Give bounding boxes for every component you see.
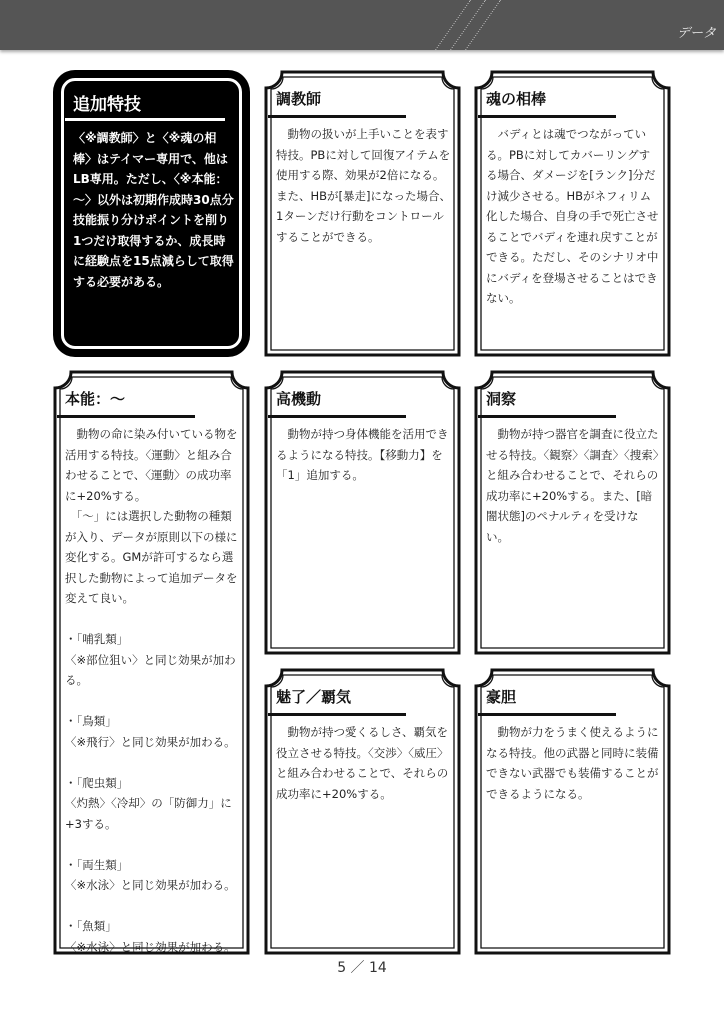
decorative-stripe (465, 0, 501, 50)
card-title: 本能：～ (65, 390, 126, 408)
page-number: 5 ／ 14 (337, 960, 387, 976)
card-trainer (264, 70, 461, 357)
card-soul-partner (474, 70, 671, 357)
title-underline (268, 713, 406, 716)
card-title: 洞察 (486, 390, 517, 408)
title-underline (268, 115, 406, 118)
title-underline (57, 415, 195, 418)
section-label: データ (676, 26, 716, 41)
card-charm (264, 668, 461, 955)
card-title: 調教師 (276, 90, 322, 108)
card-courage (474, 668, 671, 955)
card-mobility (264, 370, 461, 655)
card-extra-skills (53, 70, 250, 357)
title-underline (478, 713, 616, 716)
title-underline (268, 415, 406, 418)
decorative-stripe (435, 0, 471, 50)
card-body: 動物が持つ愛くるしさ、覇気を役立させる特技。〈交渉〉〈威圧〉と組み合わせることで、それらの成功率に+20%する。 (276, 725, 449, 801)
card-insight (474, 370, 671, 655)
card-title: 魅了／覇気 (276, 688, 352, 706)
card-title: 追加特技 (73, 95, 141, 115)
title-underline (65, 118, 225, 121)
card-title: 高機動 (276, 390, 322, 408)
card-body: 動物が力をうまく使えるようになる特技。他の武器と同時に装備できない武器でも装備することができるようになる。 (486, 725, 659, 801)
card-frame (264, 668, 461, 955)
card-body: 動物の命に染み付いている物を活用する特技。〈運動〉と組み合わせることで、〈運動〉の成功率に+20%する。 「～」には選択した動物の種類が入り、データが原則以下の様に変化する。GMが許可するなら選択した動物によって追加データを変えて良い。 ・「哺乳類」 〈※部位狙い〉と同じ効果が加わる。 ・「鳥類」 〈※飛行〉と同じ効果が加わる。 ・「爬虫類」 〈灼熱〉〈冷却〉の「防御力」に+3する。 ・「両生類」 〈※水泳〉と同じ効果が加わる。 ・「魚類」 〈※水泳〉と同じ効果が加わる。 (65, 427, 238, 954)
header-bar (0, 0, 724, 50)
title-underline (478, 115, 616, 118)
card-frame (264, 370, 461, 655)
card-body: 〈※調教師〉と〈※魂の相棒〉はテイマー専用で、他はLB専用。ただし、〈※本能：～〉以外は初期作成時30点分技能振り分けポイントを削り1つだけ取得するか、成長時に経験点を15点減らして取得する必要がある。 (73, 131, 234, 289)
decorative-stripe (450, 0, 486, 50)
card-title: 魂の相棒 (486, 90, 547, 108)
card-title: 豪胆 (486, 688, 517, 706)
card-body: 動物が持つ身体機能を活用できるようになる特技。【移動力】を「1」追加する。 (276, 427, 449, 482)
card-frame (474, 668, 671, 955)
title-underline (478, 415, 616, 418)
card-body: 動物が持つ器官を調査に役立たせる特技。〈観察〉〈調査〉〈捜索〉と組み合わせることで、それらの成功率に+20%する。また、[暗闇状態]のペナルティを受けない。 (486, 427, 659, 544)
card-body: 動物の扱いが上手いことを表す特技。PBに対して回復アイテムを使用する際、効果が2倍になる。また、HBが[暴走]になった場合、1ターンだけ行動をコントロールすることができる。 (276, 127, 452, 244)
card-instinct (53, 370, 250, 955)
card-body: バディとは魂でつながっている。PBに対してカバーリングする場合、ダメージを[ランク]分だけ減少させる。HBがネフィリム化した場合、自身の手で死亡させることでバディを連れ戻すことができる。ただし、そのシナリオ中にバディを登場させることはできない。 (486, 127, 659, 305)
